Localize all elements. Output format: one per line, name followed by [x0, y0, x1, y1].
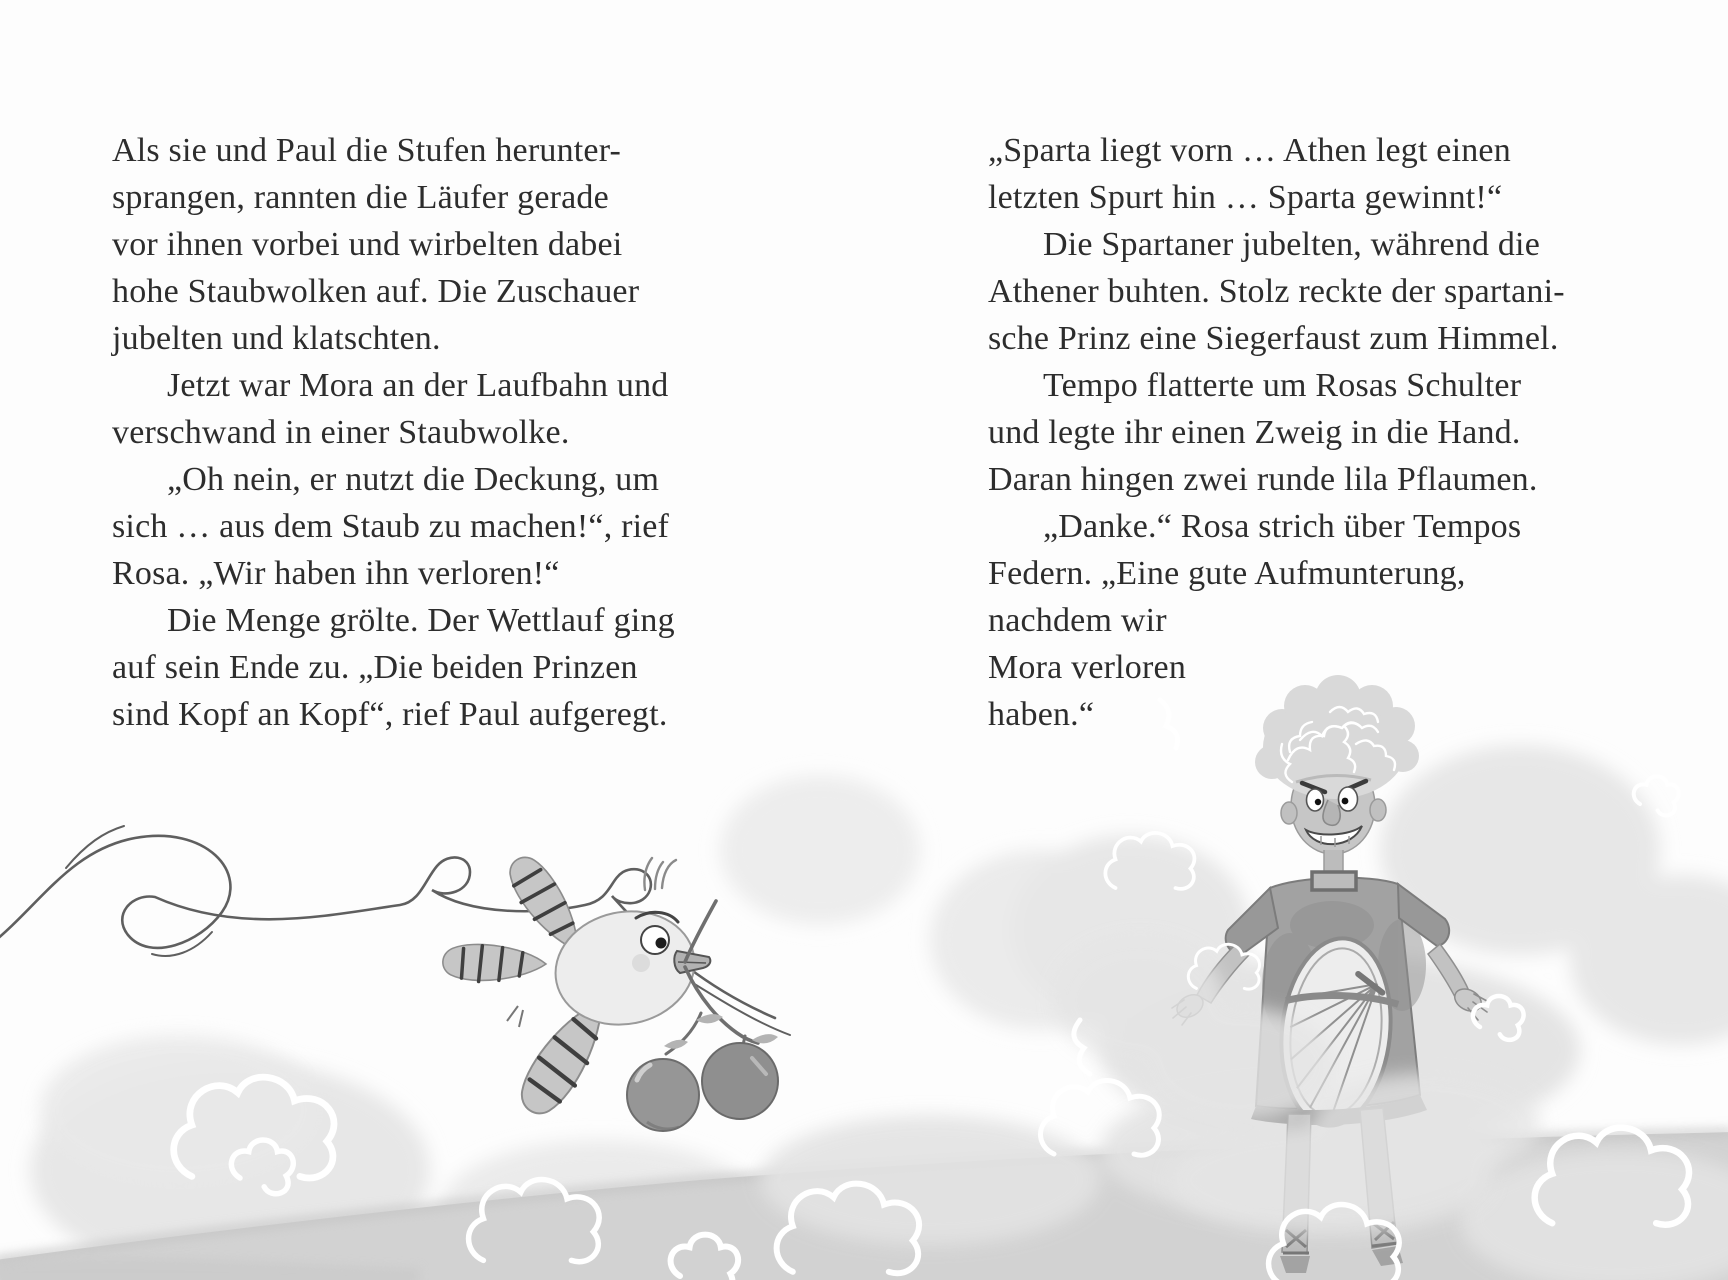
- text-line: Rosa. „Wir haben ihn verloren!“: [112, 555, 560, 592]
- text-line: und legte ihr einen Zweig in die Hand.: [988, 414, 1521, 451]
- bird-cheek: [632, 954, 650, 972]
- text-line: Athener buhten. Stolz reckte der spartani-: [988, 273, 1565, 310]
- bird-pupil: [656, 938, 667, 949]
- plum-left: [627, 1059, 699, 1131]
- bird-crest: [644, 858, 676, 890]
- text-line: nachdem wir: [988, 602, 1167, 639]
- text-line: Daran hingen zwei runde lila Pflaumen.: [988, 461, 1538, 498]
- text-line: Die Spartaner jubelten, während die: [1043, 226, 1540, 263]
- text-line: vor ihnen vorbei und wirbelten dabei: [112, 226, 623, 263]
- bird-left-wing: [443, 944, 547, 983]
- text-line: jubelten und klatschten.: [112, 320, 441, 357]
- text-line: Die Menge grölte. Der Wettlauf ging: [167, 602, 675, 639]
- text-line: letzten Spurt hin … Sparta gewinnt!“: [988, 179, 1503, 216]
- bird-foot: [507, 1006, 523, 1027]
- text-line: Als sie und Paul die Stufen herunter-: [112, 132, 622, 169]
- boy-eye-left: [1307, 789, 1324, 811]
- text-line: auf sein Ende zu. „Die beiden Prinzen: [112, 649, 638, 686]
- boy-neckline: [1312, 872, 1356, 890]
- boy-ear-left: [1281, 802, 1297, 824]
- left-page-text: [112, 127, 712, 738]
- text-line: „Oh nein, er nutzt die Deckung, um: [167, 461, 660, 498]
- text-line: „Sparta liegt vorn … Athen legt einen: [988, 132, 1511, 169]
- bird-illustration: [443, 849, 778, 1131]
- text-line: sich … aus dem Staub zu machen!“, rief: [112, 508, 670, 545]
- text-line: sind Kopf an Kopf“, rief Paul aufgeregt.: [112, 696, 668, 733]
- text-line: Federn. „Eine gute Aufmunterung,: [988, 555, 1466, 592]
- text-line: sche Prinz eine Siegerfaust zum Himmel.: [988, 320, 1559, 357]
- text-line: hohe Staubwolken auf. Die Zuschauer: [112, 273, 640, 310]
- text-line: haben.“: [988, 696, 1095, 733]
- text-line: Mora verloren: [988, 649, 1187, 686]
- text-line: sprangen, rannten die Läufer gerade: [112, 179, 609, 216]
- text-line: verschwand in einer Staubwolke.: [112, 414, 570, 451]
- boy-eye-right: [1339, 787, 1358, 811]
- text-line: Jetzt war Mora an der Laufbahn und: [167, 367, 669, 404]
- boy-ear-right: [1370, 799, 1386, 821]
- text-line: Tempo flatterte um Rosas Schulter: [1043, 367, 1522, 404]
- right-page-text: [988, 127, 1588, 738]
- text-line: „Danke.“ Rosa strich über Tempos: [1043, 508, 1522, 545]
- plum-right: [702, 1043, 778, 1119]
